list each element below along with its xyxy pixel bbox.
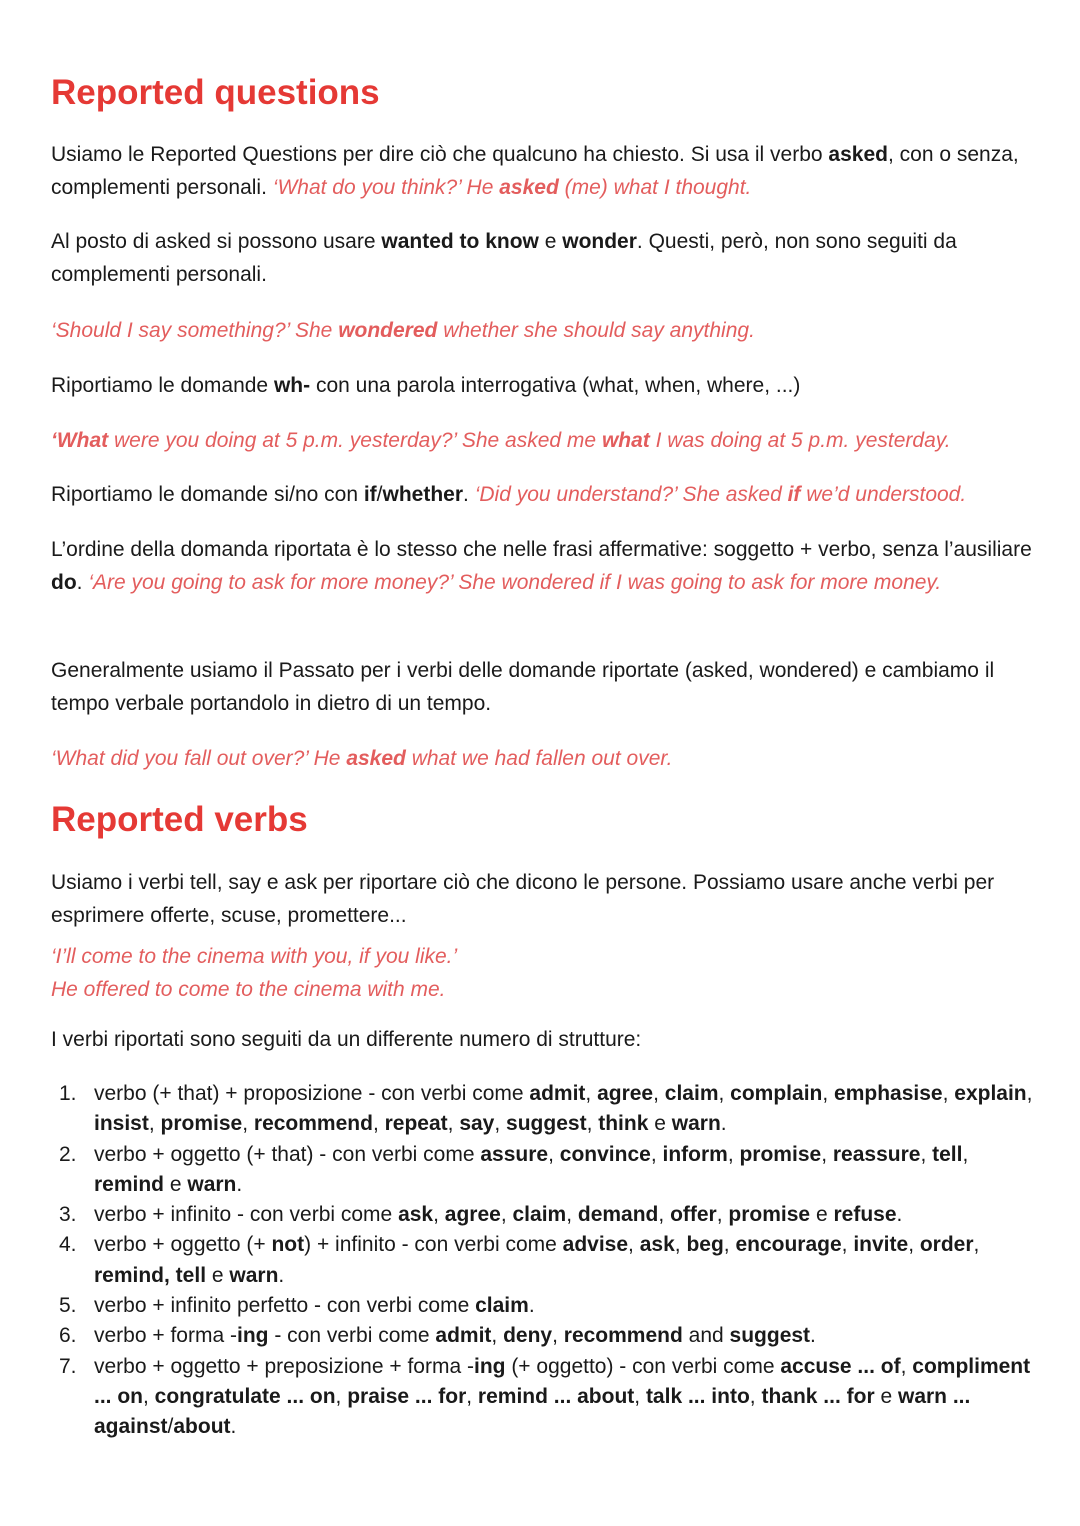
list-item-number: 5. [59,1294,77,1318]
paragraph-alternatives [51,225,1036,291]
bold-term: what [601,429,650,452]
text-run: , [942,1082,955,1105]
bold-term: advise [562,1233,629,1257]
bold-term: promise [160,1112,243,1136]
bold-term: wanted to know [381,230,539,253]
text-run: e [810,1203,834,1227]
bold-term: asked [346,747,406,770]
text-run: verbo (+ that) + proposizione - con verbi come [94,1082,530,1105]
bold-term: remind [94,1172,165,1196]
bold-term: thank ... for [761,1384,875,1408]
text-run: L’ordine della domanda riportata è lo stesso che nelle frasi affermative: soggetto + verbo, senza l’ausiliare [51,538,1032,561]
bold-term: about [173,1415,231,1439]
bold-term: suggest [729,1324,811,1348]
list-item [51,1140,1036,1201]
text-run: I verbi riportati sono seguiti da un differente numero di strutture: [51,1028,642,1051]
list-item-number: 3. [59,1203,77,1227]
text-run: , [822,1082,835,1105]
bold-term: order [919,1233,974,1257]
bold-term: encourage [735,1233,842,1257]
text-run: , [841,1233,854,1257]
paragraph-past-tense [51,654,1036,720]
bold-term: say [459,1112,495,1136]
example-text: ‘What do you think?’ He [272,176,500,199]
text-run: verbo + oggetto (+ that) - con verbi come [94,1142,481,1166]
bold-term: tell [932,1142,963,1166]
bold-term: warn ... against [94,1384,971,1439]
bold-term: remind ... about [477,1384,635,1408]
example-text: whether she should say anything. [437,319,755,342]
text-run: Generalmente usiamo il Passato per i verbi delle domande riportate (asked, wondered) e cambiamo il tempo verbale portandolo in dietro di un tempo. [51,659,995,715]
bold-term: beg [686,1233,724,1257]
bold-term: not [271,1233,305,1257]
example-text: what we had fallen out over. [405,747,673,770]
example-fall-out [51,742,1036,775]
text-run: , [723,1233,736,1257]
list-item [51,1200,1036,1230]
text-run: con una parola interrogativa (what, when, where, ...) [310,374,801,397]
text-run: e [874,1384,898,1408]
list-item-number: 4. [59,1233,77,1257]
bold-term: admit [435,1324,492,1348]
bold-term: agree [597,1082,654,1105]
text-run: , con o senza, complementi personali. [51,143,1019,199]
text-run: , [447,1112,460,1136]
list-item-number: 7. [59,1354,77,1378]
text-run: , [749,1384,762,1408]
bold-term: invite [853,1233,909,1257]
bold-term: deny [503,1324,553,1348]
example-text: we’d understood. [800,483,967,506]
text-run: e [538,230,563,253]
bold-term: praise ... for [347,1384,467,1408]
text-run: , [658,1203,671,1227]
text-run: , [718,1082,731,1105]
bold-term: claim [475,1294,529,1318]
list-item [51,1230,1036,1291]
text-run: / [167,1415,174,1439]
bold-term: insist [94,1112,149,1136]
example-text: ‘Should I say something?’ She [51,319,339,342]
bold-term: warn [671,1112,721,1136]
bold-term: talk ... into [645,1384,750,1408]
list-item [51,1079,1036,1140]
text-run: , [552,1324,564,1348]
text-run: - con verbi come [268,1324,436,1348]
bold-term: wh- [273,374,311,397]
text-run: , [566,1203,578,1227]
paragraph-yes-no-questions [51,478,1036,511]
structures-list [51,1079,1036,1443]
list-item [51,1321,1036,1351]
section-title-reported-verbs: Reported verbs [51,800,308,839]
text-run: . [896,1203,903,1227]
bold-term: wonder [562,230,637,253]
bold-term: admit [529,1082,586,1105]
text-run: , [962,1142,969,1166]
bold-term: wondered [338,319,438,342]
example-text: ‘Did you understand?’ She asked [474,483,788,506]
bold-term: asked [828,143,888,166]
text-run: , [674,1233,687,1257]
bold-term: refuse [833,1203,897,1227]
list-item-number: 6. [59,1324,77,1348]
example-what [51,424,1036,457]
example-wondered [51,314,1036,347]
example-text: (me) what I thought. [558,176,752,199]
text-run: , [585,1082,598,1105]
text-run: verbo + forma - [94,1324,237,1348]
text-run: , [586,1112,599,1136]
text-run: Riportiamo le domande si/no con [51,483,364,506]
text-run: , [973,1233,980,1257]
text-run: e [164,1172,188,1196]
text-run: , [335,1384,348,1408]
bold-term: warn [229,1263,279,1287]
text-run: / [376,483,383,506]
paragraph-word-order [51,533,1036,599]
bold-term: suggest [506,1112,587,1136]
example-text: I was doing at 5 p.m. yesterday. [649,429,951,452]
text-run: . [278,1263,285,1287]
text-run: . [528,1294,535,1318]
example-text: were you doing at 5 p.m. yesterday?’ She asked me [108,429,602,452]
text-run: , [628,1233,640,1257]
text-run: and [682,1324,730,1348]
bold-term: accuse ... of [780,1354,901,1378]
bold-term: ing [236,1324,269,1348]
text-run: . [76,571,89,594]
text-run: Usiamo le Reported Questions per dire ciò che qualcuno ha chiesto. Si usa il verbo [51,143,829,166]
paragraph-intro [51,138,1036,204]
example-text: ‘I’ll come to the cinema with you, if you like.’ [51,945,458,968]
bold-term: emphasise [834,1082,943,1105]
bold-term: ask [398,1203,434,1227]
example-text: ‘What did you fall out over?’ He [51,747,347,770]
text-run: verbo + oggetto + preposizione + forma - [94,1354,474,1378]
list-item-number: 1. [59,1082,77,1105]
bold-term: ‘What [51,429,109,452]
bold-term: congratulate ... on [154,1384,336,1408]
example-text: ‘Are you going to ask for more money?’ She wondered if I was going to ask for more money. [88,571,942,594]
text-run: , [372,1112,385,1136]
bold-term: explain [954,1082,1027,1105]
paragraph-wh-questions [51,369,1036,402]
bold-term: promise [739,1142,822,1166]
bold-term: inform [662,1142,728,1166]
bold-term: recommend [253,1112,373,1136]
text-run: , [242,1112,254,1136]
text-run: . [463,483,475,506]
bold-term: claim [664,1082,719,1105]
list-item [51,1352,1036,1443]
list-item-number: 2. [59,1142,77,1166]
text-run: e [648,1112,672,1136]
bold-term: whether [382,483,464,506]
example-offered [51,940,1036,1006]
text-run: , [650,1142,663,1166]
text-run: . [230,1415,237,1439]
bold-term: do [51,571,77,594]
text-run: , [433,1203,445,1227]
example-text: He offered to come to the cinema with me. [51,978,446,1001]
bold-term: complain [730,1082,823,1105]
bold-term: remind, tell [94,1263,207,1287]
text-run: e [206,1263,230,1287]
list-item [51,1291,1036,1321]
text-run: , [920,1142,933,1166]
bold-term: if [363,483,377,506]
section-title-reported-questions: Reported questions [51,73,380,112]
bold-term: compliment ... on [94,1354,1031,1408]
bold-term: repeat [384,1112,448,1136]
text-run: Usiamo i verbi tell, say e ask per riportare ciò che dicono le persone. Possiamo usare anche verbi per esprimere offerte, scuse, promettere... [51,871,995,927]
text-run: , [491,1324,504,1348]
bold-term: if [787,483,801,506]
text-run: , [634,1384,646,1408]
text-run: , [148,1112,161,1136]
bold-term: assure [480,1142,549,1166]
text-run: , [900,1354,913,1378]
text-run: ) + infinito - con verbi come [304,1233,563,1257]
text-run: , [1026,1082,1033,1105]
text-run: , [821,1142,833,1166]
bold-term: think [598,1112,649,1136]
bold-term: promise [728,1203,811,1227]
text-run: verbo + infinito perfetto - con verbi come [94,1294,476,1318]
bold-term: agree [444,1203,501,1227]
text-run: (+ oggetto) - con verbi come [505,1354,781,1378]
text-run: verbo + infinito - con verbi come [94,1203,399,1227]
bold-term: ing [473,1354,506,1378]
bold-term: claim [512,1203,567,1227]
text-run: , [653,1082,665,1105]
text-run: Al posto di asked si possono usare [51,230,382,253]
text-run: , [466,1384,478,1408]
text-run: , [143,1384,155,1408]
text-run: . [236,1172,243,1196]
bold-term: recommend [563,1324,683,1348]
text-run: , [500,1203,513,1227]
text-run: , [548,1142,560,1166]
bold-term: warn [187,1172,237,1196]
bold-term: reassure [832,1142,921,1166]
paragraph-reported-verbs-intro [51,866,1036,932]
text-run: . [810,1324,816,1348]
text-run: , [727,1142,740,1166]
text-run: verbo + oggetto (+ [94,1233,272,1257]
text-run: , [716,1203,729,1227]
bold-term: demand [577,1203,659,1227]
paragraph-structures [51,1023,1036,1056]
text-run: . Questi, però, non sono seguiti da complementi personali. [51,230,957,286]
text-run: Riportiamo le domande [51,374,274,397]
bold-term: offer [670,1203,717,1227]
text-run: , [494,1112,507,1136]
text-run: , [908,1233,920,1257]
text-run: . [720,1112,727,1136]
bold-term: ask [639,1233,675,1257]
bold-term: convince [559,1142,651,1166]
bold-term: asked [499,176,559,199]
